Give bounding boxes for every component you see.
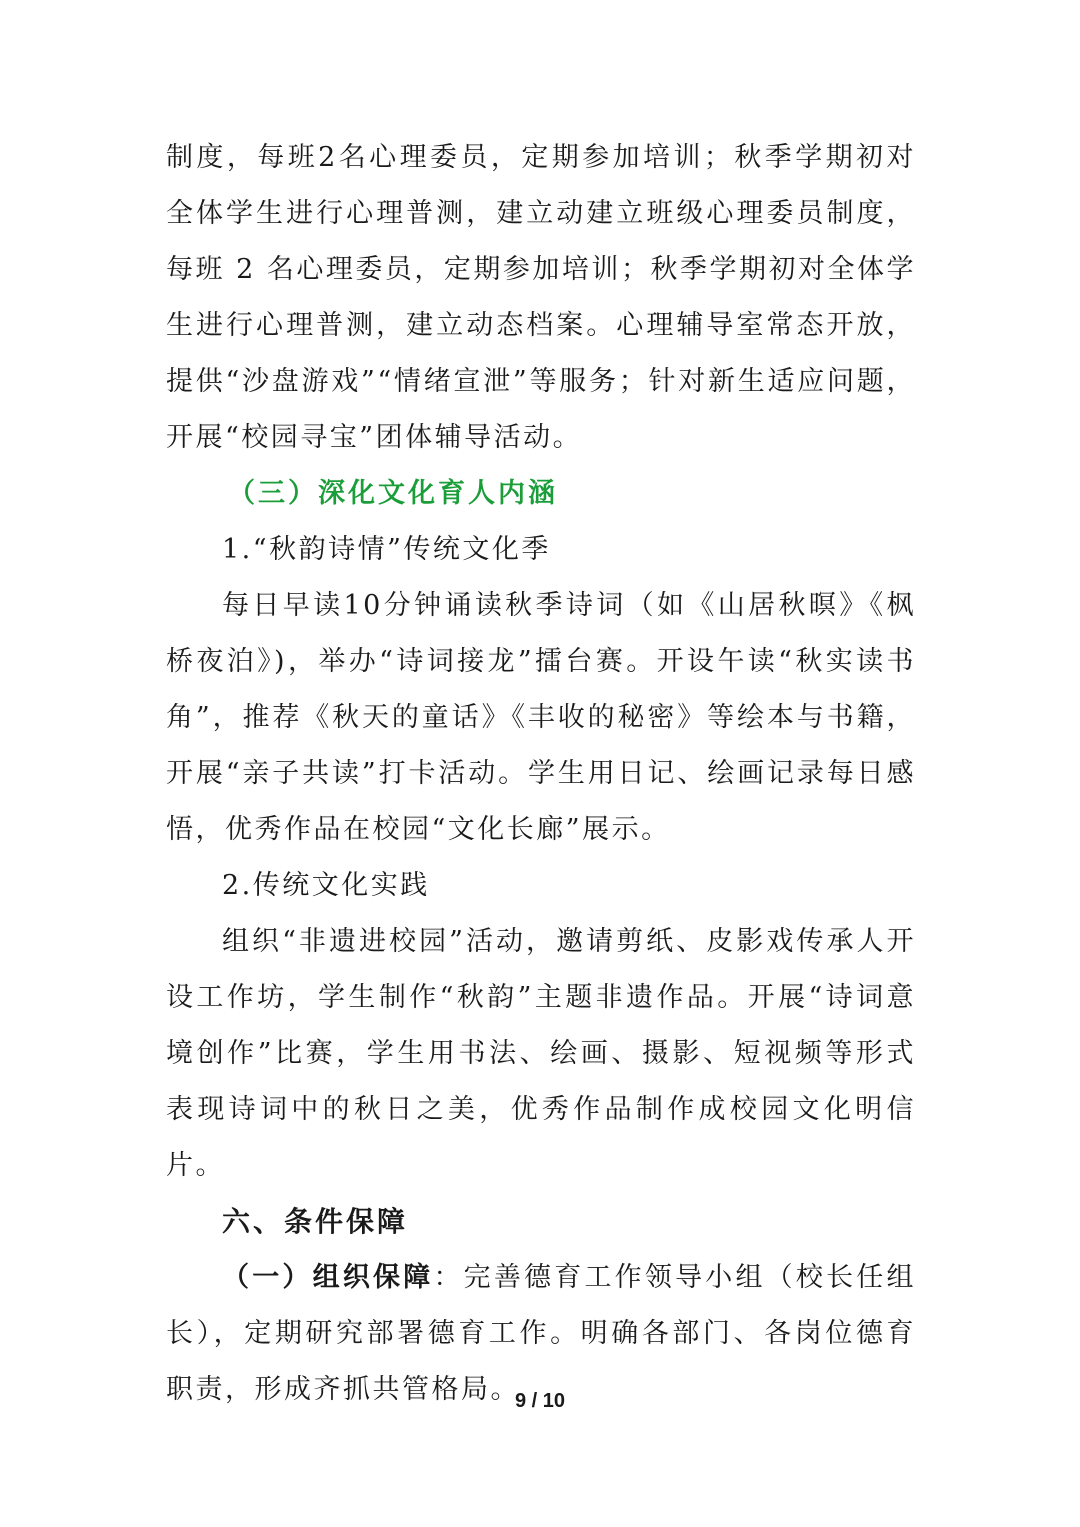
paragraph-poetry-season: 每日早读10分钟诵读秋季诗词（如《山居秋暝》《枫桥夜泊》)，举办“诗词接龙”擂台赛。开设午读“秋实读书角”，推荐《秋天的童话》《丰收的秘密》等绘本与书籍，开展“亲子共读”打卡活动。学生用日记、绘画记录每日感悟，优秀作品在校园“文化长廊”展示。 xyxy=(166,590,916,845)
subheading-culture: （三）深化文化育人内涵 xyxy=(228,478,558,509)
paragraph-culture-practice: 组织“非遗进校园”活动，邀请剪纸、皮影戏传承人开设工作坊，学生制作“秋韵”主题非遗作品。开展“诗词意境创作”比赛，学生用书法、绘画、摄影、短视频等形式表现诗词中的秋日之美，优秀作品制作成校园文化明信片。 xyxy=(166,926,916,1181)
item-heading-2: 2.传统文化实践 xyxy=(222,870,430,901)
section-heading-6: 六、条件保障 xyxy=(222,1205,409,1238)
document-body xyxy=(166,130,916,1418)
paragraph-psychology: 制度，每班2名心理委员，定期参加培训；秋季学期初对全体学生进行心理普测，建立动建立班级心理委员制度，每班 2 名心理委员，定期参加培训；秋季学期初对全体学生进行心理普测，建立动态档案。心理辅导室常态开放，提供“沙盘游戏”“情绪宣泄”等服务；针对新生适应问题，开展“校园寻宝”团体辅导活动。 xyxy=(166,142,916,453)
item-heading-1: 1.“秋韵诗情”传统文化季 xyxy=(222,534,551,565)
page-number: 9 / 10 xyxy=(514,1390,566,1412)
organization-lead: （一）组织保障 xyxy=(222,1262,434,1293)
organization-body: ：完善德育工作领导小组（校长任组长），定期研究部署德育工作。明确各部门、各岗位德育职责，形成齐抓共管格局。 xyxy=(166,1262,917,1405)
